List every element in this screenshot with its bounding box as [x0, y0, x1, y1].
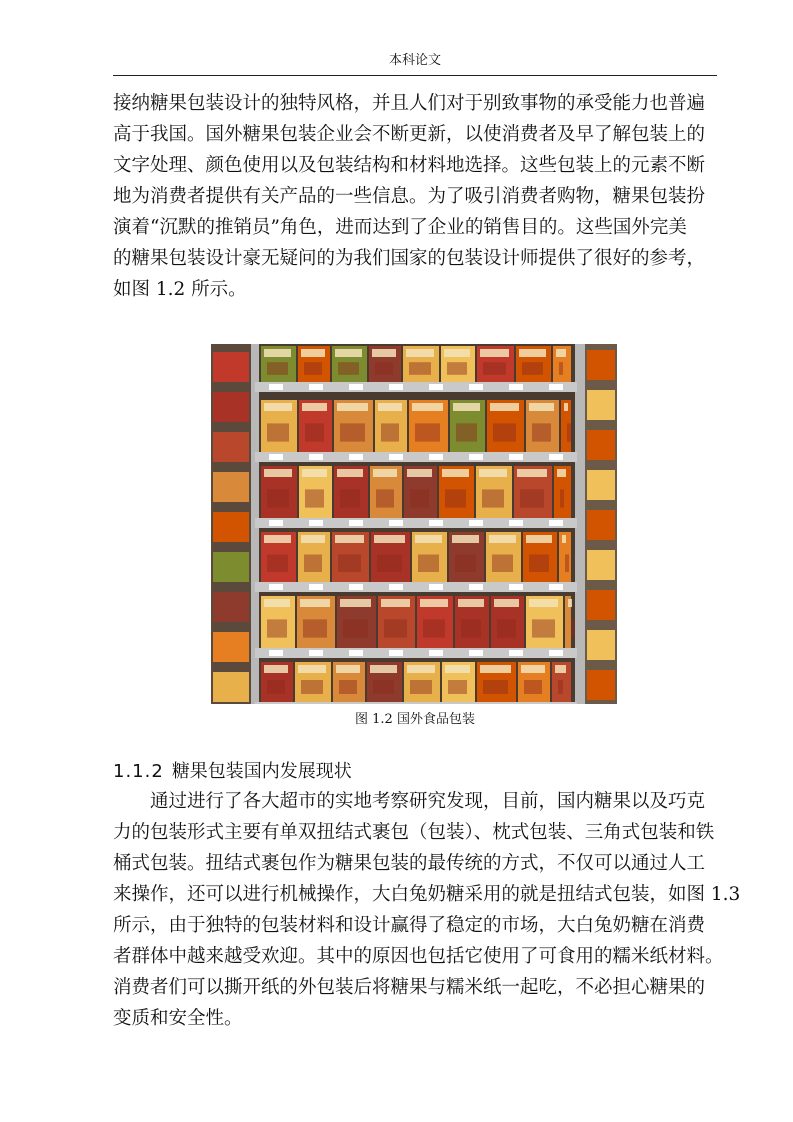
package-label [336, 665, 360, 673]
package-image [267, 489, 289, 507]
paragraph-line: 变质和安全性。 [113, 1008, 243, 1029]
paragraph-line: 接纳糖果包装设计的独特风格，并且人们对于别致事物的承受能力也普遍 [113, 93, 706, 114]
side-product [213, 672, 249, 702]
package-image [384, 619, 407, 637]
package-label [529, 599, 558, 607]
package-label [337, 469, 363, 477]
paragraph-line: 地为消费者提供有关产品的一些信息。为了吸引消费者购物，糖果包装扮 [113, 186, 706, 207]
package-label [458, 599, 484, 607]
package-label [264, 665, 288, 673]
package-label [556, 349, 566, 357]
shelf-illustration [211, 344, 617, 704]
side-product [587, 350, 615, 380]
package-label [519, 349, 546, 357]
package-image [304, 362, 322, 375]
paragraph-line: 桶式包装。扭结式裹包作为糖果包装的最传统的方式，不仅可以通过人工 [113, 853, 706, 874]
package-image [267, 619, 287, 637]
package-image [532, 619, 555, 637]
package-image [339, 680, 357, 694]
side-product [587, 590, 615, 620]
side-product [587, 430, 615, 460]
price-tag [269, 650, 283, 656]
package-image [267, 555, 288, 573]
shelf-edge [255, 452, 577, 462]
shelf-edge [255, 518, 577, 528]
package-image [571, 619, 575, 637]
package-label [301, 349, 325, 357]
paragraph-line: 文字处理、颜色使用以及包装结构和材料地选择。这些包装上的元素不断 [113, 155, 706, 176]
price-tag [269, 384, 283, 390]
price-tag [349, 384, 363, 390]
package-image [448, 680, 467, 694]
paragraph-line: 高于我国。国外糖果包装企业会不断更新，以使消费者及早了解包装上的 [113, 124, 706, 145]
price-tag [269, 584, 283, 590]
package-label [300, 599, 330, 607]
price-tag [509, 384, 523, 390]
side-product [213, 472, 249, 502]
package-image [447, 362, 467, 375]
package-image [410, 489, 429, 507]
price-tag [469, 384, 483, 390]
paragraph-line: 如图 1.2 所示。 [113, 279, 247, 300]
package-label [335, 535, 364, 543]
package-label [373, 469, 397, 477]
package-label [529, 403, 554, 411]
paragraph-line: 的糖果包装设计豪无疑问的为我们国家的包装设计师提供了很好的参考， [113, 248, 706, 269]
package-image [373, 680, 394, 694]
package-image [482, 489, 504, 507]
package-label [407, 665, 435, 673]
price-tag [269, 454, 283, 460]
package-image [267, 423, 289, 441]
side-product [213, 432, 249, 462]
package-image [304, 555, 322, 573]
package-label [490, 403, 519, 411]
package-image [567, 423, 571, 441]
package-label [370, 665, 397, 673]
side-product [587, 670, 615, 700]
price-tag [389, 584, 403, 590]
package-label [562, 535, 566, 543]
package-label [264, 403, 292, 411]
price-tag [509, 650, 523, 656]
package-label [452, 535, 479, 543]
package-image [418, 555, 439, 573]
package-image [376, 489, 394, 507]
price-tag [309, 584, 323, 590]
price-tag [389, 454, 403, 460]
price-tag [429, 650, 443, 656]
package-image [409, 362, 431, 375]
package-label [335, 349, 362, 357]
side-product [213, 352, 249, 382]
package-image [522, 362, 543, 375]
package-image [267, 680, 285, 694]
price-tag [309, 384, 323, 390]
package-image [375, 362, 393, 375]
package-image [497, 619, 516, 637]
side-product [587, 470, 615, 500]
package-image [410, 680, 432, 694]
package-label [568, 599, 572, 607]
price-tag [429, 584, 443, 590]
side-product [587, 630, 615, 660]
section-number: 1.1.2 [113, 761, 164, 782]
price-tag [349, 520, 363, 526]
package-image [305, 489, 324, 507]
paragraph-line: 来操作，还可以进行机械操作，大白兔奶糖采用的就是扭结式包装，如图 1.3 [113, 884, 741, 905]
package-label [489, 535, 516, 543]
package-label [337, 403, 368, 411]
price-tag [549, 454, 563, 460]
package-label [374, 535, 405, 543]
page-header [113, 53, 717, 76]
package-label [406, 349, 434, 357]
package-label [557, 469, 566, 477]
package-image [532, 423, 551, 441]
package-label [372, 349, 396, 357]
package-image [520, 489, 544, 507]
package-label [264, 535, 291, 543]
package-label [407, 469, 432, 477]
package-label [526, 535, 552, 543]
price-tag [309, 454, 323, 460]
package-label [494, 599, 519, 607]
shelf-edge [255, 382, 577, 392]
package-label [517, 469, 547, 477]
price-tag [309, 520, 323, 526]
package-image [524, 680, 542, 694]
package-image [565, 555, 569, 573]
package-image [377, 555, 402, 573]
price-tag [389, 650, 403, 656]
side-product [587, 390, 615, 420]
package-image [381, 423, 399, 441]
package-image [456, 423, 477, 441]
package-image [305, 423, 324, 441]
package-image [267, 362, 288, 375]
package-label [521, 665, 545, 673]
paragraph-line: 通过进行了各大超市的实地考察研究发现，目前，国内糖果以及巧克 [113, 791, 706, 812]
price-tag [269, 520, 283, 526]
price-tag [429, 384, 443, 390]
paragraph-1 [113, 88, 721, 305]
package-image [483, 362, 506, 375]
price-tag [349, 454, 363, 460]
package-label [480, 349, 509, 357]
price-tag [349, 650, 363, 656]
side-product [213, 512, 249, 542]
package-image [461, 619, 481, 637]
package-label [415, 535, 442, 543]
package-label [378, 403, 402, 411]
price-tag [469, 584, 483, 590]
price-tag [509, 454, 523, 460]
paragraph-line: 消费者们可以撕开纸的外包装后将糖果与糯米纸一起吃，不必担心糖果的 [113, 977, 706, 998]
price-tag [549, 520, 563, 526]
shelf-edge [255, 582, 577, 592]
package-image [455, 555, 476, 573]
package-label [302, 469, 327, 477]
package-image [343, 619, 368, 637]
package-label [480, 665, 511, 673]
side-product [213, 552, 249, 582]
paragraph-2 [113, 786, 741, 1034]
price-tag [469, 650, 483, 656]
package-label [479, 469, 507, 477]
package-label [555, 665, 566, 673]
paragraph-line: 力的包装形式主要有单双扭结式裹包（包装）、枕式包装、三角式包装和铁 [113, 822, 715, 843]
package-label [444, 349, 470, 357]
package-label [298, 665, 326, 673]
package-image [303, 619, 327, 637]
price-tag [509, 584, 523, 590]
price-tag [549, 584, 563, 590]
figure-caption: 图 1.2 国外食品包装 [355, 712, 475, 727]
package-label [302, 403, 327, 411]
package-image [338, 362, 359, 375]
package-image [423, 619, 445, 637]
package-label [412, 403, 443, 411]
side-product [587, 510, 615, 540]
price-tag [349, 584, 363, 590]
package-label [301, 535, 325, 543]
package-label [453, 403, 480, 411]
package-image [483, 680, 508, 694]
side-product [587, 550, 615, 580]
side-product [213, 632, 249, 662]
price-tag [469, 454, 483, 460]
package-label [564, 403, 568, 411]
shelf-edge [255, 648, 577, 658]
package-image [445, 489, 466, 507]
package-image [529, 555, 549, 573]
price-tag [509, 520, 523, 526]
section-heading [113, 759, 352, 785]
price-tag [429, 454, 443, 460]
package-label [264, 349, 291, 357]
package-image [338, 555, 361, 573]
section-title: 糖果包装国内发展现状 [171, 761, 352, 782]
package-image [560, 489, 564, 507]
paragraph-line: 所示，由于独特的包装材料和设计赢得了稳定的市场，大白兔奶糖在消费 [113, 915, 706, 936]
price-tag [309, 650, 323, 656]
package-label [340, 599, 371, 607]
price-tag [389, 384, 403, 390]
package-image [492, 555, 513, 573]
paragraph-line: 者群体中越来越受欢迎。其中的原因也包括它使用了可食用的糯米纸材料。 [113, 946, 724, 967]
supermarket-shelf-photo [211, 344, 617, 704]
price-tag [549, 650, 563, 656]
package-image [340, 423, 365, 441]
package-image [558, 680, 563, 694]
price-tag [549, 384, 563, 390]
side-product [213, 592, 249, 622]
package-label [442, 469, 469, 477]
package-image [340, 489, 360, 507]
package-image [559, 362, 563, 375]
package-image [301, 680, 323, 694]
header-title: 本科论文 [388, 53, 441, 68]
package-label [264, 469, 292, 477]
price-tag [429, 520, 443, 526]
package-label [445, 665, 470, 673]
package-label [420, 599, 448, 607]
price-tag [389, 520, 403, 526]
package-image [493, 423, 516, 441]
side-product [213, 392, 249, 422]
paragraph-line: 演着“沉默的推销员”角色，进而达到了企业的销售目的。这些国外完美 [113, 217, 687, 238]
package-label [264, 599, 290, 607]
package-label [381, 599, 410, 607]
shelf-edge [255, 702, 577, 704]
package-image [415, 423, 440, 441]
price-tag [469, 520, 483, 526]
